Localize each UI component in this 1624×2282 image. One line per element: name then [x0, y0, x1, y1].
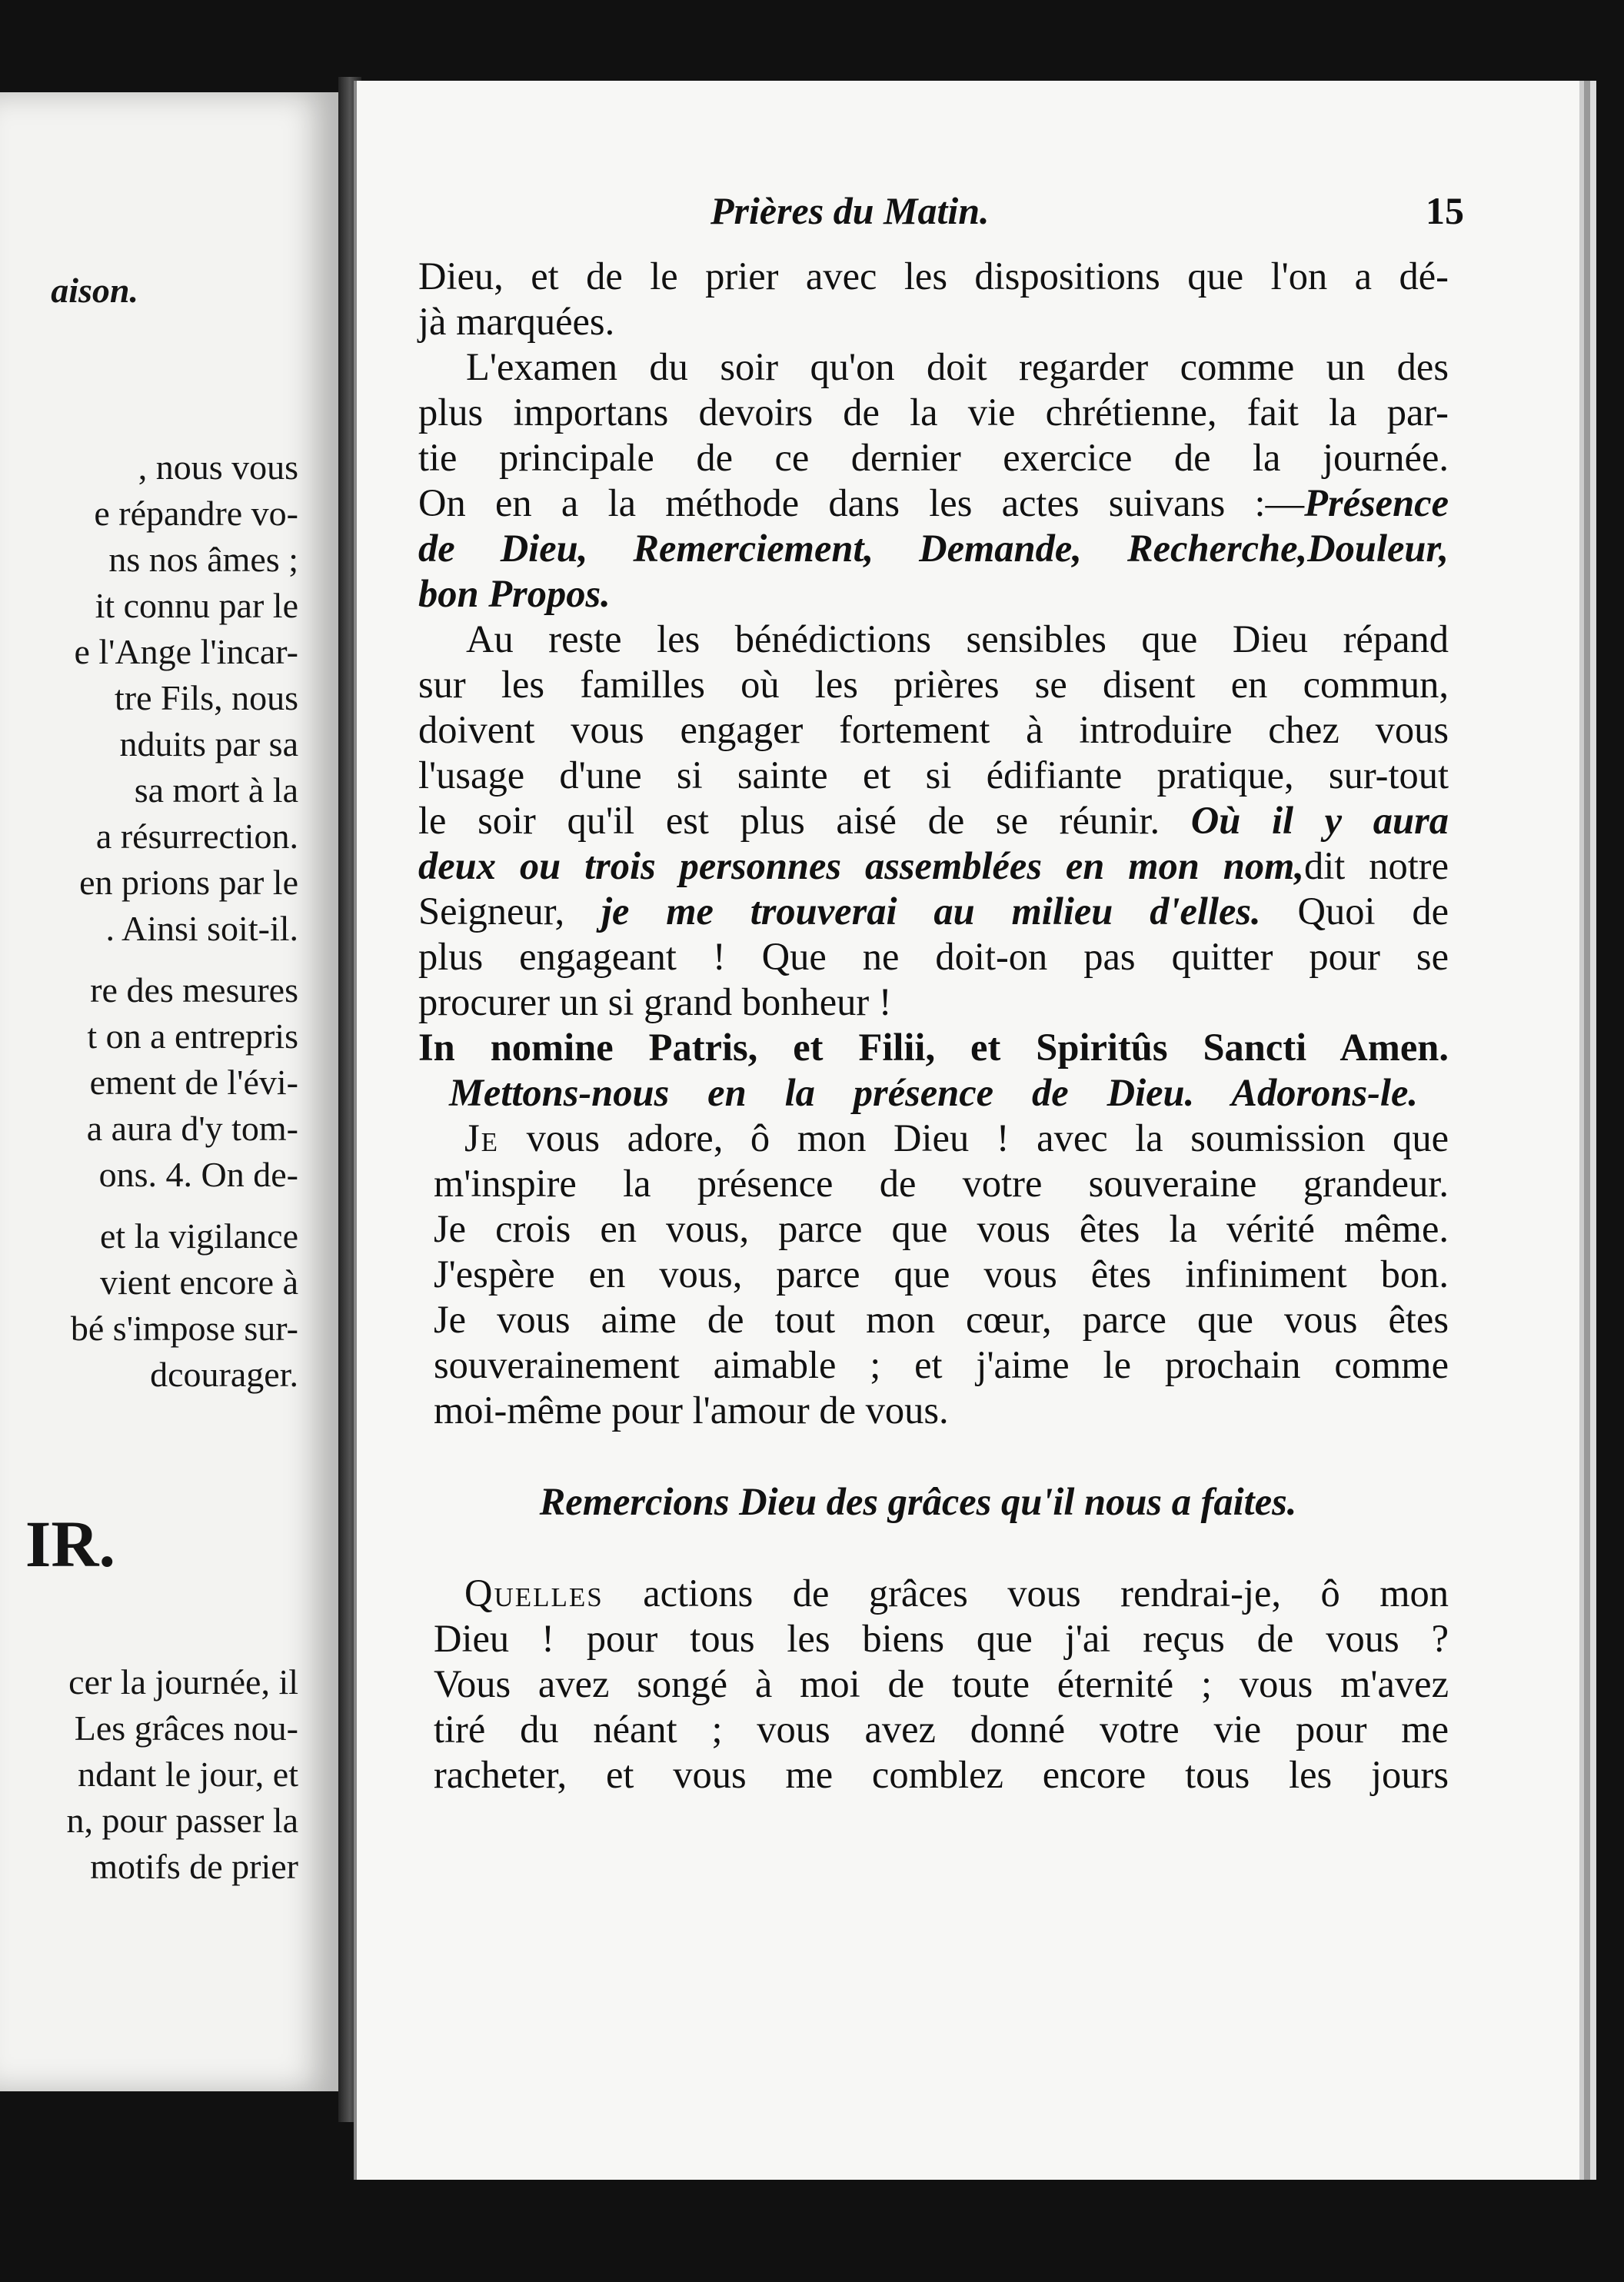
facing-page-line: ns nos âmes ; [108, 540, 298, 579]
facing-page-line: aison. [51, 271, 138, 310]
emphasis: deux ou trois personnes assemblées en mon nom, [418, 844, 1305, 887]
text-line: L'examen du soir qu'on doit regarder comme un des [466, 345, 1449, 388]
text-line: plus importans devoirs de la vie chrétienne, fait la par- [418, 391, 1449, 434]
facing-page-line: et la vigilance [100, 1216, 298, 1256]
facing-page-line: vient encore à [100, 1262, 298, 1302]
text-line: jà marquées. [418, 300, 615, 343]
emphasis: je me trouverai au milieu d'elles. [601, 890, 1261, 933]
facing-page-line: sa mort à la [134, 770, 298, 810]
facing-page-line: nduits par sa [119, 724, 298, 763]
prayer-thanksgiving [418, 1571, 1449, 1798]
facing-page-line: , nous vous [138, 447, 298, 487]
initial-word: Quelles [464, 1572, 604, 1615]
section-heading-presence: Mettons-nous en la présence de Dieu. Adorons-le. [449, 1071, 1418, 1114]
prayer-adoration [418, 1116, 1449, 1433]
text-line: Quelles actions de grâces vous rendrai-je, ô mon [464, 1572, 1449, 1615]
text-line: l'usage d'une si sainte et si édifiante pratique, sur-tout [418, 753, 1449, 797]
text-line: procurer un si grand bonheur ! [418, 980, 892, 1023]
book-page-right [354, 81, 1579, 2180]
facing-page-line: cer la journée, il [68, 1662, 298, 1702]
text-line: deux ou trois personnes assemblées en mon nom,dit notre [418, 844, 1449, 887]
page-number: 15 [1426, 189, 1464, 232]
facing-page-line: re des mesures [90, 970, 298, 1010]
facing-page-left [0, 92, 338, 2091]
running-title: Prières du Matin. [710, 189, 990, 232]
facing-page-line: t on a entrepris [87, 1016, 298, 1056]
facing-page-line: Les grâces nou- [74, 1708, 298, 1748]
text-line: On en a la méthode dans les actes suivans :—Présence [418, 481, 1449, 524]
paragraph-continuation [418, 254, 1449, 344]
facing-page-line: e l'Ange l'incar- [74, 632, 298, 671]
text-line: m'inspire la présence de votre souveraine grandeur. [434, 1162, 1449, 1205]
text-line: tie principale de ce dernier exercice de la journée. [418, 436, 1449, 479]
paragraph-benedictions [418, 617, 1449, 1025]
text-line: tiré du néant ; vous avez donné votre vie pour me [434, 1708, 1449, 1751]
facing-page-line: en prions par le [79, 863, 298, 902]
text-line: Dieu ! pour tous les biens que j'ai reçus de vous ? [434, 1617, 1449, 1660]
page-body [418, 254, 1449, 1798]
text-line: sur les familles où les prières se disent en commun, [418, 663, 1449, 706]
invocation: In nomine Patris, et Filii, et Spiritûs Sancti Amen. [418, 1026, 1449, 1069]
paragraph-examen [418, 344, 1449, 617]
section-heading-remercions: Remercions Dieu des grâces qu'il nous a faites. [539, 1480, 1297, 1523]
text-line: plus engageant ! Que ne doit-on pas quitter pour se [418, 935, 1449, 978]
text-line: J'espère en vous, parce que vous êtes infiniment bon. [434, 1252, 1449, 1296]
facing-page-line: a aura d'y tom- [86, 1109, 298, 1148]
text-line: Je vous aime de tout mon cœur, parce que vous êtes [434, 1298, 1449, 1341]
text-line: doivent vous engager fortement à introduire chez vous [418, 708, 1449, 751]
facing-page-line: motifs de prier [90, 1847, 298, 1886]
facing-page-line: dcourager. [150, 1355, 298, 1394]
emphasis: Où il y aura [1190, 799, 1449, 842]
facing-page-line: a résurrection. [95, 817, 298, 856]
facing-page-line: IR. [25, 1507, 115, 1581]
facing-page-line: n, pour passer la [66, 1801, 298, 1840]
text-line: Dieu, et de le prier avec les dispositions que l'on a dé- [418, 254, 1449, 298]
text-line: Je crois en vous, parce que vous êtes la vérité même. [434, 1207, 1449, 1250]
facing-page-line: . Ainsi soit-il. [105, 909, 298, 948]
text-line: racheter, et vous me comblez encore tous les jours [434, 1753, 1449, 1796]
emphasis: Présence [1304, 481, 1449, 524]
page-header [357, 188, 1579, 242]
text-line: moi-même pour l'amour de vous. [434, 1389, 949, 1432]
facing-page-line: ons. 4. On de- [98, 1155, 298, 1194]
facing-page-line: e répandre vo- [94, 494, 298, 533]
facing-page-line: ndant le jour, et [78, 1755, 298, 1794]
text-line: Seigneur, je me trouverai au milieu d'elles. Quoi de [418, 890, 1449, 933]
text-line: le soir qu'il est plus aisé de se réunir. Où il y aura [418, 799, 1449, 842]
facing-page-line: it connu par le [95, 586, 298, 625]
text-line: Vous avez songé à moi de toute éternité ; vous m'avez [434, 1662, 1449, 1705]
text-line: souverainement aimable ; et j'aime le prochain comme [434, 1343, 1449, 1386]
text-line-emphasis: bon Propos. [418, 572, 611, 615]
facing-page-line: tre Fils, nous [115, 678, 298, 717]
text-line-emphasis: de Dieu, Remerciement, Demande, Recherche,Douleur, [418, 527, 1449, 570]
text-line: Au reste les bénédictions sensibles que Dieu répand [466, 617, 1449, 660]
initial-word: Je [464, 1116, 500, 1159]
facing-page-line: bé s'impose sur- [70, 1309, 298, 1348]
text-line: Je vous adore, ô mon Dieu ! avec la soumission que [464, 1116, 1449, 1159]
facing-page-line: ement de l'évi- [89, 1063, 298, 1102]
